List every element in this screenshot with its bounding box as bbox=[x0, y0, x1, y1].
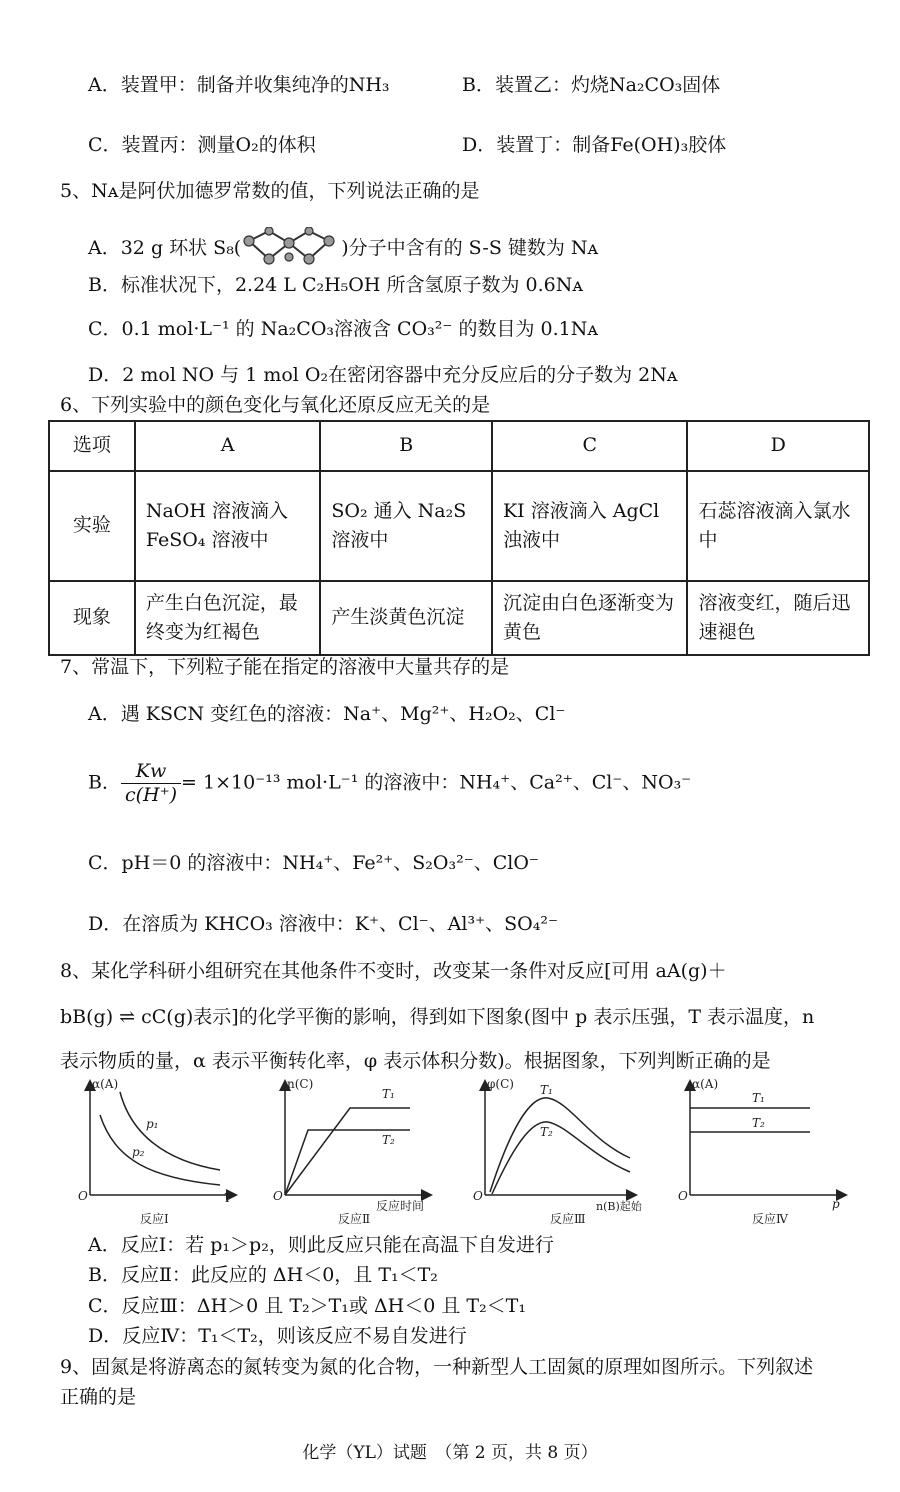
graph-reaction-4 bbox=[678, 1077, 845, 1226]
q6-stem: 6、下列实验中的颜色变化与氧化还原反应无关的是 bbox=[60, 394, 491, 416]
q6-cell: SO₂ 通入 Na₂S 溶液中 bbox=[320, 471, 492, 581]
graph3-ylabel: φ(C) bbox=[487, 1077, 514, 1091]
q8-option-c: C．反应Ⅲ：ΔH＞0 且 T₂＞T₁或 ΔH＜0 且 T₂＜T₁ bbox=[88, 1295, 526, 1317]
graph2-curve-t2: T₂ bbox=[382, 1133, 395, 1147]
graph1-origin: O bbox=[78, 1189, 88, 1203]
q6-row-label: 实验 bbox=[49, 471, 135, 581]
q5-option-a-pre: A．32 g 环状 S₈( bbox=[88, 237, 242, 259]
graph-reaction-3 bbox=[473, 1077, 643, 1226]
q6-cell: 溶液变红，随后迅速褪色 bbox=[687, 581, 869, 655]
graph1-ylabel: α(A) bbox=[92, 1077, 119, 1091]
q6-cell: 产生淡黄色沉淀 bbox=[320, 581, 492, 655]
graph4-curve-t1: T₁ bbox=[752, 1091, 765, 1105]
graph-reaction-2 bbox=[273, 1077, 430, 1226]
page-footer: 化学（YL）试题 （第 2 页，共 8 页） bbox=[302, 1443, 598, 1463]
q5-stem: 5、Nᴀ是阿伏加德罗常数的值，下列说法正确的是 bbox=[60, 180, 480, 202]
q7-option-a: A．遇 KSCN 变红色的溶液：Na⁺、Mg²⁺、H₂O₂、Cl⁻ bbox=[88, 703, 566, 725]
graph1-caption: 反应Ⅰ bbox=[140, 1212, 169, 1226]
q6-cell: KI 溶液滴入 AgCl 浊液中 bbox=[492, 471, 687, 581]
q8-option-a: A．反应Ⅰ：若 p₁＞p₂，则此反应只能在高温下自发进行 bbox=[88, 1234, 554, 1256]
q6-header-row bbox=[49, 421, 869, 471]
graph-reaction-1 bbox=[78, 1077, 235, 1226]
q8-option-d: D．反应Ⅳ：T₁＜T₂，则该反应不易自发进行 bbox=[88, 1325, 467, 1347]
graph3-origin: O bbox=[473, 1189, 483, 1203]
q4-option-c: C．装置丙：测量O₂的体积 bbox=[88, 134, 316, 156]
q6-table bbox=[48, 420, 870, 656]
q4-option-a: A．装置甲：制备并收集纯净的NH₃ bbox=[88, 74, 390, 96]
q6-header-cell: 选项 bbox=[49, 421, 135, 471]
q6-experiment-row bbox=[49, 471, 869, 581]
q8-stem-line1: 8、某化学科研小组研究在其他条件不变时，改变某一条件对反应[可用 aA(g)＋ bbox=[60, 960, 727, 982]
q9-stem-line2: 正确的是 bbox=[60, 1386, 137, 1408]
q7-stem: 7、常温下，下列粒子能在指定的溶液中大量共存的是 bbox=[60, 656, 510, 678]
q6-row-label: 现象 bbox=[49, 581, 135, 655]
q5-option-a bbox=[88, 227, 598, 271]
graph1-curve-p1: p₁ bbox=[146, 1117, 159, 1131]
q4-option-d: D．装置丁：制备Fe(OH)₃胶体 bbox=[462, 134, 727, 156]
graph2-caption: 反应Ⅱ bbox=[338, 1212, 371, 1226]
kw-fraction bbox=[121, 760, 181, 807]
graph3-curve-t2: T₂ bbox=[540, 1125, 553, 1139]
q6-cell: NaOH 溶液滴入 FeSO₄ 溶液中 bbox=[135, 471, 321, 581]
graph2-xlabel: 反应时间 bbox=[376, 1199, 425, 1213]
q6-cell: 产生白色沉淀，最终变为红褐色 bbox=[135, 581, 321, 655]
q8-stem-line3: 表示物质的量，α 表示平衡转化率，φ 表示体积分数)。根据图象，下列判断正确的是 bbox=[60, 1050, 771, 1072]
q6-header-cell: D bbox=[687, 421, 869, 471]
graph3-xlabel: n(B)起始 bbox=[596, 1200, 642, 1213]
q4-option-b: B．装置乙：灼烧Na₂CO₃固体 bbox=[462, 74, 721, 96]
graph2-curve-t1: T₁ bbox=[382, 1087, 395, 1101]
q6-header-cell: B bbox=[320, 421, 492, 471]
kw-denominator: c(H⁺) bbox=[124, 783, 178, 806]
graph1-xlabel: T bbox=[224, 1191, 233, 1205]
q8-graphs bbox=[70, 1070, 870, 1235]
q5-option-d: D．2 mol NO 与 1 mol O₂在密闭容器中充分反应后的分子数为 2Nᴀ bbox=[88, 364, 678, 386]
graph3-caption: 反应Ⅲ bbox=[550, 1212, 586, 1226]
graph4-curve-t2: T₂ bbox=[752, 1116, 765, 1130]
q6-cell: 沉淀由白色逐渐变为黄色 bbox=[492, 581, 687, 655]
graph4-ylabel: α(A) bbox=[692, 1077, 719, 1091]
q6-cell: 石蕊溶液滴入氯水中 bbox=[687, 471, 869, 581]
q5-option-c: C．0.1 mol·L⁻¹ 的 Na₂CO₃溶液含 CO₃²⁻ 的数目为 0.1Nᴀ bbox=[88, 318, 599, 340]
graph4-origin: O bbox=[678, 1189, 688, 1203]
q8-stem-line2: bB(g) ⇌ cC(g)表示]的化学平衡的影响，得到如下图象(图中 p 表示压强，T 表示温度，n bbox=[60, 1006, 815, 1028]
q7-option-b bbox=[88, 760, 691, 807]
q6-phenomenon-row bbox=[49, 581, 869, 655]
graph1-curve-p2: p₂ bbox=[132, 1145, 145, 1159]
q9-stem-line1: 9、固氮是将游离态的氮转变为氮的化合物，一种新型人工固氮的原理如图所示。下列叙述 bbox=[60, 1356, 814, 1378]
q5-option-b: B．标准状况下，2.24 L C₂H₅OH 所含氢原子数为 0.6Nᴀ bbox=[88, 274, 584, 296]
q8-option-b: B．反应Ⅱ：此反应的 ΔH＜0，且 T₁＜T₂ bbox=[88, 1264, 438, 1286]
s8-ring-icon bbox=[241, 227, 341, 271]
kw-numerator: Kw bbox=[121, 760, 181, 784]
graph3-curve-t1: T₁ bbox=[540, 1083, 553, 1097]
q7-option-c: C．pH＝0 的溶液中：NH₄⁺、Fe²⁺、S₂O₃²⁻、ClO⁻ bbox=[88, 852, 539, 874]
q5-option-a-post: )分子中含有的 S-S 键数为 Nᴀ bbox=[341, 237, 599, 259]
graph4-xlabel: p bbox=[832, 1197, 840, 1211]
q6-header-cell: C bbox=[492, 421, 687, 471]
graph4-caption: 反应Ⅳ bbox=[752, 1212, 788, 1226]
q7-option-b-label: B． bbox=[88, 771, 121, 794]
q7-option-b-rest: = 1×10⁻¹³ mol·L⁻¹ 的溶液中：NH₄⁺、Ca²⁺、Cl⁻、NO₃⁻ bbox=[181, 771, 692, 794]
graph2-origin: O bbox=[273, 1189, 283, 1203]
q7-option-d: D．在溶质为 KHCO₃ 溶液中：K⁺、Cl⁻、Al³⁺、SO₄²⁻ bbox=[88, 913, 558, 935]
q6-header-cell: A bbox=[135, 421, 321, 471]
graph2-ylabel: n(C) bbox=[287, 1077, 314, 1091]
